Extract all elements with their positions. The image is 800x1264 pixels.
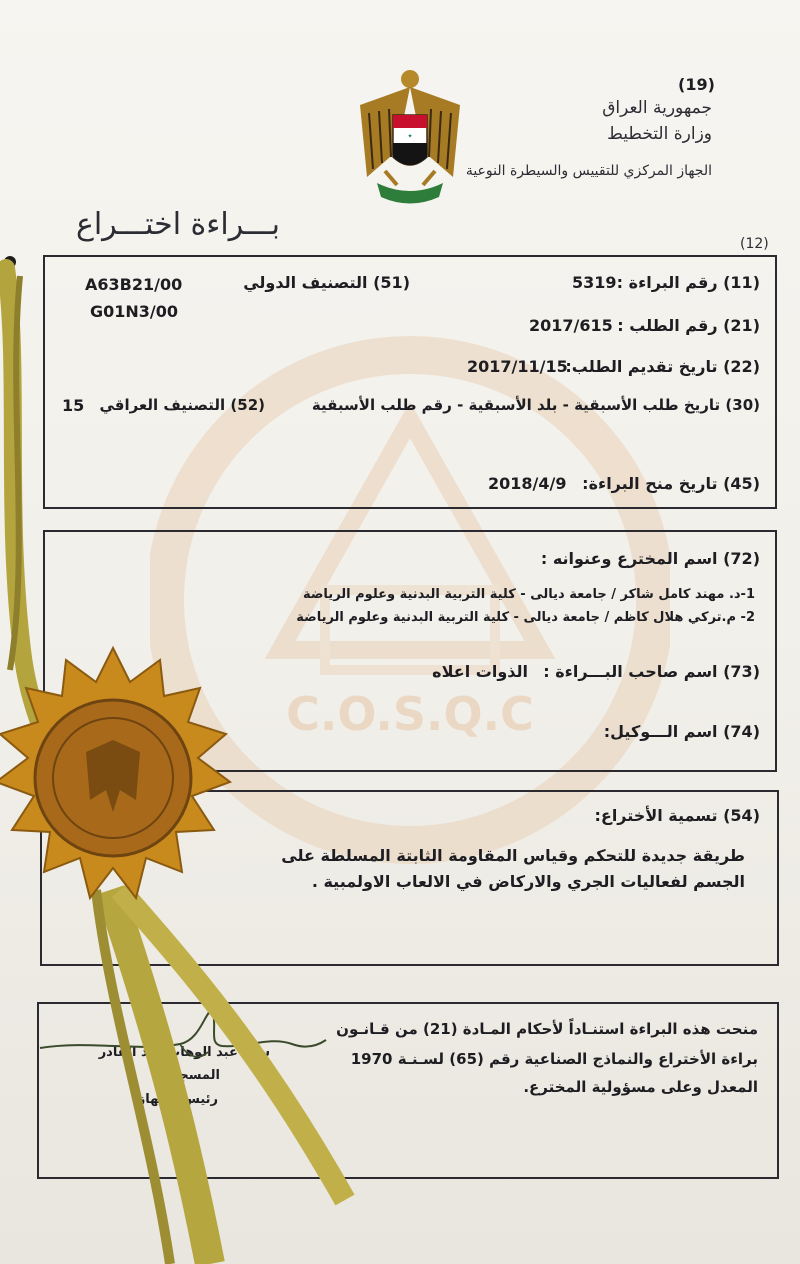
- grant-date-label: (45) تاريخ منح البراءة:: [582, 474, 760, 493]
- application-number: 2017/615: [529, 316, 613, 335]
- invention-title-line-1: طريقة جديدة للتحكم وقياس المقاومة الثابتة المسلطة على: [281, 846, 745, 865]
- invention-title-line-2: الجسم لفعاليات الجري والاركاض في الالعاب الاولمبية .: [311, 872, 745, 891]
- signer-name: سعد عبد الوهاب عبد القادر: [98, 1045, 270, 1060]
- grant-text-3: المعدل وعلى مسؤولية المخترع.: [523, 1078, 758, 1096]
- filing-date: 2017/11/15: [467, 357, 568, 376]
- header-number: (19): [678, 75, 715, 94]
- grant-text-2: براءة الأختراع والنماذج الصناعية رقم (65) لسـنـة 1970: [350, 1050, 758, 1068]
- application-number-label: (21) رقم الطلب :: [617, 316, 760, 335]
- intl-class-1: A63B21/00: [85, 275, 183, 294]
- iraqi-class-label: (52) التصنيف العراقي: [99, 396, 265, 414]
- wax-seal-icon: [0, 640, 248, 920]
- watermark-text: C.O.S.Q.C: [286, 687, 534, 741]
- filing-date-label: (22) تاريخ تقديم الطلب:: [565, 357, 760, 376]
- invention-title-label: (54) تسمية الأختراع:: [594, 806, 760, 825]
- inventor-2: 2- م.تركي هلال كاظم / جامعة ديالى - كلية التربية البدنية وعلوم الرياضة: [296, 610, 755, 625]
- agent-label: (74) اسم الـــوكيل:: [603, 722, 760, 741]
- patent-number-label: (11) رقم البراءة :: [616, 273, 760, 292]
- intl-class-2: G01N3/00: [90, 302, 179, 321]
- signer-title-2: رئيس الجهاز: [137, 1092, 218, 1107]
- iraq-eagle-emblem-icon: [355, 65, 465, 210]
- priority-line: (30) تاريخ طلب الأسبقية - بلد الأسبقية - رقم طلب الأسبقية: [311, 396, 760, 414]
- grant-date: 2018/4/9: [488, 474, 567, 493]
- signer-title-1: المسجل: [167, 1068, 220, 1083]
- document-title: بـــراءة اختـــراع: [75, 207, 280, 242]
- grant-text-1: منحت هذه البراءة استنـاداً لأحكام المـادة (21) من قـانـون: [336, 1020, 758, 1038]
- owner: الذوات اعلاه: [432, 662, 528, 681]
- header-agency: الجهاز المركزي للتقييس والسيطرة النوعية: [465, 163, 712, 179]
- svg-text:✦: ✦: [407, 133, 413, 140]
- inventor-label: (72) اسم المخترع وعنوانه :: [540, 549, 760, 568]
- iraqi-class: 15: [62, 396, 85, 415]
- header-ministry: وزارة التخطيط: [607, 124, 712, 144]
- owner-label: (73) اسم صاحب البـــراءة :: [543, 662, 760, 681]
- header-republic: جمهورية العراق: [602, 98, 712, 118]
- patent-number: 5319: [572, 273, 617, 292]
- document-code: (12): [740, 236, 769, 252]
- inventor-1: 1-د. مهند كامل شاكر / جامعة ديالى - كلية التربية البدنية وعلوم الرياضة: [302, 587, 755, 602]
- intl-class-label: (51) التصنيف الدولي: [243, 273, 410, 292]
